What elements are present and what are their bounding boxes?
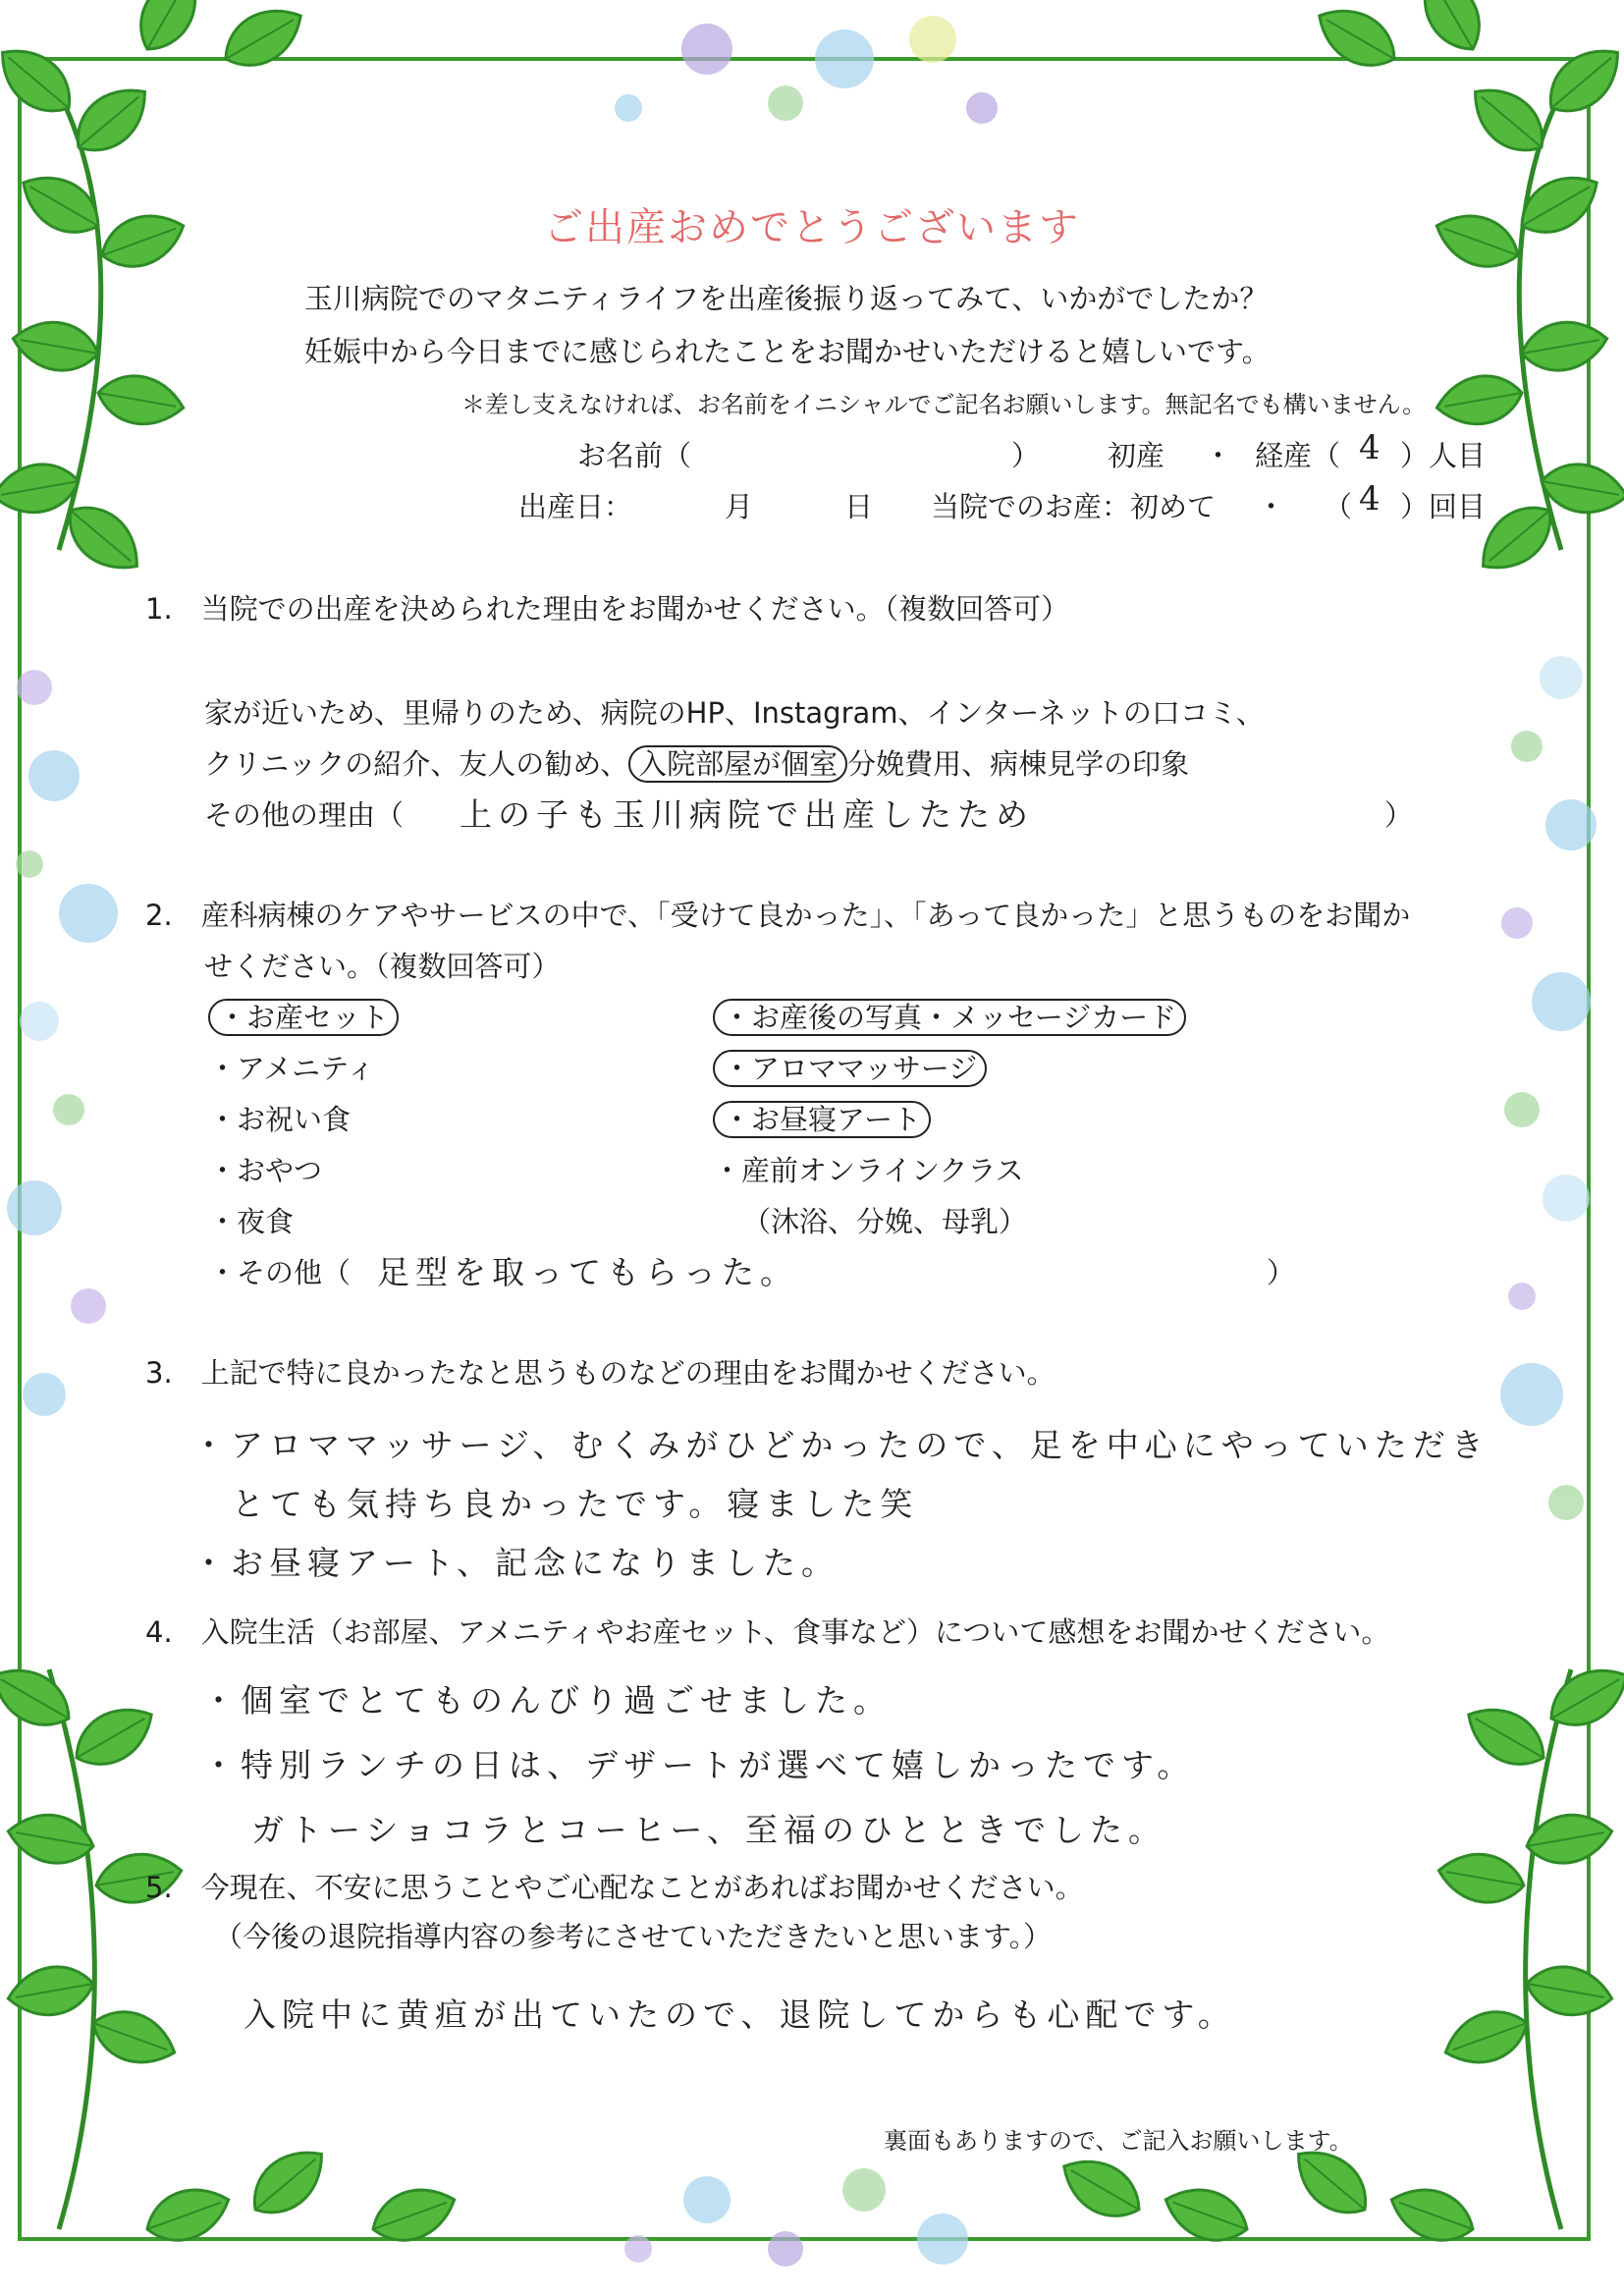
- q1-options-line-2-a: クリニックの紹介、友人の勧め、: [204, 747, 629, 781]
- intro-line-2: 妊娠中から今日までに感じられたことをお聞かせいただけると嬉しいです。: [304, 335, 1271, 368]
- q2-option-right-4: ・産前オンラインクラス: [713, 1154, 1024, 1187]
- q2-option-left-3: ・お祝い食: [208, 1103, 352, 1136]
- hospital-count-suffix: ）回目: [1400, 490, 1487, 523]
- hospital-birth-count: 4: [1359, 479, 1386, 519]
- q2-option-text: ・お産セット: [208, 999, 399, 1036]
- q2-option-right-2: [713, 1047, 987, 1087]
- name-close: ）: [1011, 439, 1041, 472]
- q2-question-line-1: 2. 産科病棟のケアやサービスの中で、「受けて良かった」、「あって良かった」と思うものをお聞か: [145, 899, 1411, 932]
- q2-option-text: ・お産後の写真・メッセージカード: [713, 999, 1186, 1036]
- q3-question: 3. 上記で特に良かったなと思うものなどの理由をお聞かせください。: [145, 1356, 1056, 1390]
- q1-circled-option: 入院部屋が個室: [628, 745, 847, 783]
- q2-option-right-1: [713, 996, 1186, 1036]
- initials-note: ＊差し支えなければ、お名前をイニシャルでご記名お願いします。無記名でも構いません。: [461, 391, 1427, 418]
- separator-dot: ・: [1204, 439, 1233, 472]
- q2-option-right-3: [713, 1098, 931, 1138]
- q2-option-left-5: ・夜食: [208, 1205, 295, 1238]
- intro-line-1: 玉川病院でのマタニティライフを出産後振り返ってみて、いかがでしたか？: [304, 282, 1269, 315]
- q1-other-label: その他の理由（: [204, 798, 405, 832]
- q2-option-left-4: ・おやつ: [208, 1154, 323, 1187]
- separator-dot-2: ・: [1257, 490, 1286, 523]
- q2-other-close: ）: [1267, 1256, 1296, 1289]
- q2-option-left-2: ・アメニティ: [208, 1052, 375, 1085]
- q3-answer-line-3: ・お昼寝アート、記念になりました。: [192, 1544, 840, 1582]
- q1-other-answer: 上の子も玉川病院で出産したため: [460, 795, 1034, 834]
- q5-question: 5. 今現在、不安に思うことやご心配なことがあればお聞かせください。: [145, 1871, 1084, 1904]
- multi-birth-count: 4: [1359, 428, 1386, 467]
- multi-birth-label: 経産（: [1255, 439, 1341, 472]
- name-label: お名前（: [577, 439, 692, 472]
- q2-option-left-1: [208, 996, 399, 1036]
- q2-other-label: ・その他（: [208, 1256, 352, 1289]
- q3-answer-line-2: とても気持ち良かったです。寝ました笑: [232, 1485, 919, 1523]
- page-title: ご出産おめでとうございます: [544, 205, 1080, 250]
- month-label: 月: [725, 490, 754, 523]
- q5-subtext: （今後の退院指導内容の参考にさせていただきたいと思います。）: [214, 1920, 1053, 1953]
- q1-options-line-2-b: 分娩費用、病棟見学の印象: [847, 747, 1190, 781]
- q1-other-close: ）: [1384, 798, 1414, 832]
- birth-date-label: 出産日：: [518, 490, 633, 523]
- first-birth-option: 初産: [1108, 439, 1165, 472]
- q2-option-text: ・アロママッサージ: [713, 1050, 987, 1087]
- hospital-count-open: （: [1324, 490, 1353, 523]
- q1-question: 1. 当院での出産を決められた理由をお聞かせください。（複数回答可）: [145, 592, 1070, 626]
- q4-question: 4. 入院生活（お部屋、アメニティやお産セット、食事など）について感想をお聞かせください。: [145, 1615, 1390, 1649]
- day-label: 日: [844, 490, 874, 523]
- q4-answer-line-1: ・個室でとてものんびり過ごせました。: [202, 1681, 892, 1720]
- q4-answer-line-3: ガトーショコラとコーヒー、至福のひとときでした。: [251, 1811, 1167, 1849]
- q2-option-text: ・お昼寝アート: [713, 1101, 931, 1138]
- q2-other-answer: 足型を取ってもらった。: [377, 1253, 798, 1291]
- q1-options-line-1: 家が近いため、里帰りのため、病院のHP、Instagram、インターネットの口コミ、: [204, 696, 1265, 730]
- q2-option-right-sub: （沐浴、分娩、母乳）: [742, 1205, 1028, 1238]
- q2-question-line-2: せください。（複数回答可）: [204, 950, 561, 983]
- q3-answer-line-1: ・アロママッサージ、むくみがひどかったので、足を中心にやっていただき: [192, 1426, 1489, 1464]
- q4-answer-line-2: ・特別ランチの日は、デザートが選べて嬉しかったです。: [202, 1746, 1196, 1784]
- q1-options-line-2: [204, 742, 1189, 783]
- hospital-birth-label: 当院でのお産：初めて: [931, 490, 1217, 523]
- q5-answer: 入院中に黄疸が出ていたので、退院してからも心配です。: [244, 1995, 1236, 2034]
- leaf-vine-top-left: [0, 0, 312, 584]
- back-page-note: 裏面もありますので、ご記入お願いします。: [884, 2127, 1353, 2155]
- multi-birth-suffix: ）人目: [1400, 439, 1487, 472]
